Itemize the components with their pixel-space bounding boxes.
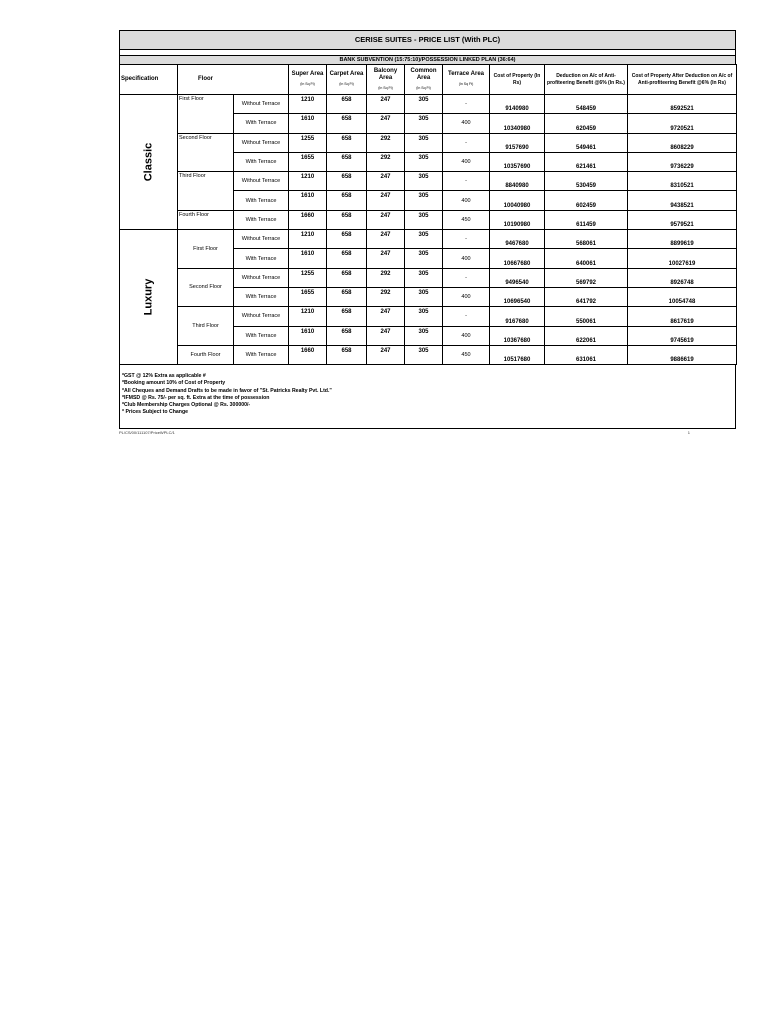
balcony-area: 247 [367, 172, 405, 191]
cost-after-deduction: 8592521 [628, 95, 737, 114]
deduction-amount: 602459 [545, 191, 628, 210]
carpet-area: 658 [327, 133, 367, 152]
carpet-area: 658 [327, 95, 367, 114]
section-name: Luxury [142, 278, 155, 316]
table-row [120, 172, 737, 191]
cost-after-deduction: 8310521 [628, 172, 737, 191]
cost-of-property: 10040980 [490, 191, 545, 210]
balcony-area: 247 [367, 95, 405, 114]
section-label-classic [120, 95, 178, 230]
note-item: *GST @ 12% Extra as applicable # [122, 373, 206, 380]
cost-of-property: 9467680 [490, 230, 545, 249]
super-area: 1610 [289, 114, 327, 133]
terrace-type: With Terrace [234, 191, 289, 210]
super-area: 1655 [289, 152, 327, 171]
terrace-area: - [443, 133, 490, 152]
page-title: CERISE SUITES - PRICE LIST (With PLC) [119, 30, 736, 50]
floor-cell: Fourth Floor [178, 210, 234, 229]
super-area: 1210 [289, 307, 327, 326]
carpet-area: 658 [327, 287, 367, 306]
terrace-area: - [443, 307, 490, 326]
common-area: 305 [405, 152, 443, 171]
floor-cell: Second Floor [178, 133, 234, 172]
deduction-amount: 568061 [545, 230, 628, 249]
super-area: 1660 [289, 210, 327, 229]
balcony-area: 247 [367, 191, 405, 210]
header-super-area: Super Area (In Sq Ft) [289, 65, 327, 95]
note-item: *Booking amount 10% of Cost of Property [122, 380, 226, 387]
floor-cell: Third Floor [178, 172, 234, 211]
carpet-area: 658 [327, 249, 367, 268]
cost-of-property: 9140980 [490, 95, 545, 114]
terrace-type: Without Terrace [234, 230, 289, 249]
carpet-area: 658 [327, 172, 367, 191]
common-area: 305 [405, 210, 443, 229]
cost-after-deduction: 9736229 [628, 152, 737, 171]
price-table-body [120, 95, 737, 365]
deduction-amount: 620459 [545, 114, 628, 133]
payment-plan-header: BANK SUBVENTION (15:75:10)/POSSESSION LINKED PLAN (36:64) [119, 55, 736, 64]
common-area: 305 [405, 326, 443, 345]
cost-of-property: 10340980 [490, 114, 545, 133]
deduction-amount: 611459 [545, 210, 628, 229]
cost-after-deduction: 8926748 [628, 268, 737, 287]
header-balcony-area: Balcony Area (In Sq Ft) [367, 65, 405, 95]
cost-of-property: 10696540 [490, 287, 545, 306]
cost-after-deduction: 9886619 [628, 345, 737, 364]
terrace-area: 400 [443, 249, 490, 268]
common-area: 305 [405, 307, 443, 326]
header-cost: Cost of Property (In Rs) [490, 65, 545, 95]
super-area: 1210 [289, 172, 327, 191]
super-area: 1655 [289, 287, 327, 306]
floor-cell: Second Floor [178, 268, 234, 307]
floor-cell: First Floor [178, 230, 234, 269]
terrace-area: - [443, 230, 490, 249]
table-row [120, 268, 737, 287]
balcony-area: 247 [367, 230, 405, 249]
terrace-area: 450 [443, 210, 490, 229]
balcony-area: 247 [367, 249, 405, 268]
cost-after-deduction: 8899619 [628, 230, 737, 249]
cost-of-property: 10367680 [490, 326, 545, 345]
note-item: * Prices Subject to Change [122, 409, 189, 416]
cost-after-deduction: 9745619 [628, 326, 737, 345]
cost-of-property: 10357690 [490, 152, 545, 171]
super-area: 1255 [289, 268, 327, 287]
table-row [120, 345, 737, 364]
deduction-amount: 550061 [545, 307, 628, 326]
deduction-amount: 569792 [545, 268, 628, 287]
deduction-amount: 549461 [545, 133, 628, 152]
carpet-area: 658 [327, 307, 367, 326]
terrace-type: With Terrace [234, 210, 289, 229]
common-area: 305 [405, 230, 443, 249]
deduction-amount: 548459 [545, 95, 628, 114]
balcony-area: 292 [367, 152, 405, 171]
balcony-area: 247 [367, 210, 405, 229]
section-name: Classic [142, 142, 155, 182]
terrace-area: 450 [443, 345, 490, 364]
carpet-area: 658 [327, 345, 367, 364]
header-carpet-area: Carpet Area (In Sq Ft) [327, 65, 367, 95]
carpet-area: 658 [327, 191, 367, 210]
price-table [119, 64, 737, 365]
super-area: 1210 [289, 230, 327, 249]
header-terrace-area: Terrace Area (In Sq Ft) [443, 65, 490, 95]
section-label-luxury [120, 230, 178, 365]
footer [119, 430, 736, 435]
terrace-area: - [443, 268, 490, 287]
cost-after-deduction: 9579521 [628, 210, 737, 229]
deduction-amount: 530459 [545, 172, 628, 191]
terrace-type: With Terrace [234, 326, 289, 345]
common-area: 305 [405, 133, 443, 152]
header-deduction: Deduction on A/c of Anti-profiteering Benefit @6% (In Rs.) [545, 65, 628, 95]
note-item: *Club Membership Charges Optional @ Rs. 300000/- [122, 401, 251, 408]
table-row [120, 307, 737, 326]
carpet-area: 658 [327, 326, 367, 345]
price-list-sheet [119, 30, 736, 435]
cost-of-property: 10667680 [490, 249, 545, 268]
balcony-area: 247 [367, 326, 405, 345]
deduction-amount: 621461 [545, 152, 628, 171]
cost-of-property: 9496540 [490, 268, 545, 287]
super-area: 1255 [289, 133, 327, 152]
deduction-amount: 640061 [545, 249, 628, 268]
carpet-area: 658 [327, 152, 367, 171]
terrace-type: With Terrace [234, 152, 289, 171]
terrace-type: Without Terrace [234, 172, 289, 191]
balcony-area: 247 [367, 307, 405, 326]
table-row [120, 95, 737, 114]
common-area: 305 [405, 345, 443, 364]
table-row [120, 210, 737, 229]
header-common-area: Common Area (In Sq Ft) [405, 65, 443, 95]
common-area: 305 [405, 114, 443, 133]
terrace-area: - [443, 172, 490, 191]
common-area: 305 [405, 287, 443, 306]
floor-cell: Fourth Floor [178, 345, 234, 364]
balcony-area: 292 [367, 287, 405, 306]
cost-after-deduction: 8608229 [628, 133, 737, 152]
carpet-area: 658 [327, 268, 367, 287]
header-floor: Floor [178, 65, 289, 95]
note-item: *All Cheques and Demand Drafts to be made in favor of "St. Patricks Realty Pvt. Ltd." [122, 387, 332, 394]
terrace-type: With Terrace [234, 345, 289, 364]
super-area: 1210 [289, 95, 327, 114]
deduction-amount: 641792 [545, 287, 628, 306]
terrace-type: Without Terrace [234, 133, 289, 152]
cost-of-property: 9167680 [490, 307, 545, 326]
table-row [120, 230, 737, 249]
terrace-area: 400 [443, 326, 490, 345]
deduction-amount: 631061 [545, 345, 628, 364]
terrace-area: 400 [443, 191, 490, 210]
terrace-type: With Terrace [234, 287, 289, 306]
common-area: 305 [405, 268, 443, 287]
balcony-area: 292 [367, 268, 405, 287]
header-row [120, 65, 737, 95]
deduction-amount: 622061 [545, 326, 628, 345]
common-area: 305 [405, 95, 443, 114]
carpet-area: 658 [327, 210, 367, 229]
document-reference: PL/CS/00/111107/PriceWPLC/1 [119, 430, 175, 436]
terrace-area: - [443, 95, 490, 114]
notes-block [119, 365, 736, 429]
carpet-area: 658 [327, 230, 367, 249]
super-area: 1610 [289, 249, 327, 268]
super-area: 1660 [289, 345, 327, 364]
cost-after-deduction: 10054748 [628, 287, 737, 306]
floor-cell: First Floor [178, 95, 234, 134]
terrace-type: With Terrace [234, 114, 289, 133]
common-area: 305 [405, 191, 443, 210]
cost-after-deduction: 10027619 [628, 249, 737, 268]
cost-of-property: 10190980 [490, 210, 545, 229]
table-row [120, 133, 737, 152]
carpet-area: 658 [327, 114, 367, 133]
cost-of-property: 10517680 [490, 345, 545, 364]
floor-cell: Third Floor [178, 307, 234, 346]
common-area: 305 [405, 172, 443, 191]
header-cost-after-deduction: Cost of Property After Deduction on A/c of Anti-profiteering Benefit @6% (In Rs) [628, 65, 737, 95]
cost-after-deduction: 9720521 [628, 114, 737, 133]
terrace-area: 400 [443, 287, 490, 306]
terrace-type: Without Terrace [234, 95, 289, 114]
cost-of-property: 8840980 [490, 172, 545, 191]
balcony-area: 247 [367, 345, 405, 364]
common-area: 305 [405, 249, 443, 268]
note-item: *IFMSD @ Rs. 75/- per sq. ft. Extra at the time of possession [122, 394, 270, 401]
page-number: 1 [687, 430, 690, 436]
balcony-area: 292 [367, 133, 405, 152]
terrace-type: Without Terrace [234, 268, 289, 287]
cost-after-deduction: 9438521 [628, 191, 737, 210]
cost-of-property: 9157690 [490, 133, 545, 152]
terrace-area: 400 [443, 152, 490, 171]
terrace-type: With Terrace [234, 249, 289, 268]
terrace-type: Without Terrace [234, 307, 289, 326]
super-area: 1610 [289, 326, 327, 345]
terrace-area: 400 [443, 114, 490, 133]
super-area: 1610 [289, 191, 327, 210]
balcony-area: 247 [367, 114, 405, 133]
cost-after-deduction: 8617619 [628, 307, 737, 326]
header-specification: Specification [120, 65, 178, 95]
